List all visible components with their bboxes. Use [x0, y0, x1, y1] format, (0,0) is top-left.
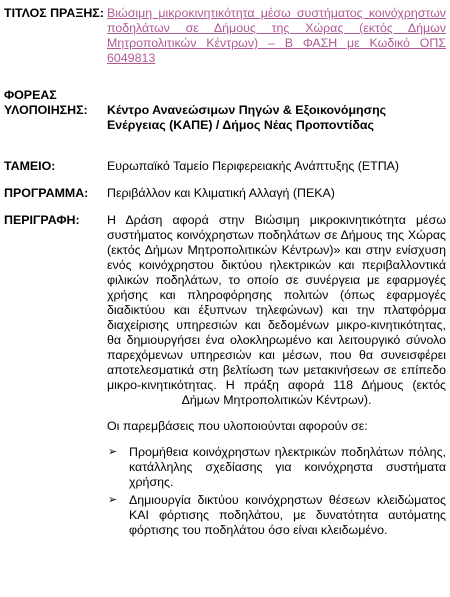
- fund-value: Ευρωπαϊκό Ταμείο Περιφερειακής Ανάπτυξης (ΕΤΠΑ): [107, 159, 400, 173]
- description-row: [4, 213, 446, 538]
- programme-row: [4, 186, 446, 201]
- title-link[interactable]: Βιώσιμη μικροκινητικότητα μέσω συστήματος κοινόχρηστων ποδηλάτων σε Δήμους της Χώρας (εκτός Δήμων Μητροπολιτικών Κέντρων) – Β ΦΑΣΗ με Κωδικό ΟΠΣ 6049813: [107, 6, 446, 65]
- list-item-text: Προμήθεια κοινόχρηστων ηλεκτρικών ποδηλάτων πόλης, κατάλληλης σχεδίασης για κοινόχρηστα συστήματα χρήσης.: [129, 445, 446, 489]
- list-item: [107, 445, 446, 490]
- agency-value: Κέντρο Ανανεώσιμων Πηγών & Εξοικονόμησης Ενέργειας (ΚΑΠΕ) / Δήμος Νέας Προποντίδας: [107, 103, 387, 132]
- agency-label-line2: ΥΛΟΠΟΙΗΣΗΣ:: [4, 103, 88, 117]
- description-intro: Οι παρεμβάσεις που υλοποιούνται αφορούν σε:: [107, 419, 368, 433]
- fund-row: [4, 159, 446, 174]
- fund-label: ΤΑΜΕΙΟ:: [4, 159, 56, 173]
- description-body: [107, 213, 446, 538]
- description-paragraph: Η Δράση αφορά στην Βιώσιμη μικροκινητικότητα μέσω συστήματος κοινόχρηστων ποδηλάτων σε Δήμους της Χώρας (εκτός Δήμων Μητροπολιτικών Κέντρων)» και στην ενίσχυση ενός κοινόχρηστου δικτύου ηλεκτρικών και περιβαλλοντικά φιλικών ποδηλάτων, το οποίο σε συνέργεια με εφαρμογές χρήσης και πληροφόρησης πολιτών (όπως εφαρμογές διαδικτύου και έξυπνων τηλεφώνων) και την πλατφόρμα διαχείρισης υπηρεσιών και δεδομένων μικρο-κινητικότητας, θα δημιουργήσει ένα ολοκληρωμένο και λειτουργικό σύνολο παρεχόμενων υπηρεσιών και μέσων, που θα συνεισφέρει αποτελεσματικά στη βελτίωση των μετακινήσεων σε επίπεδο μικρο-κινητικότητας. Η πράξη αφορά 118 Δήμους (εκτός Δήμων Μητροπολιτικών Κέντρων).: [107, 213, 446, 407]
- arrow-bullet-icon: ➢: [108, 446, 118, 458]
- agency-row: [4, 88, 446, 133]
- list-item-text: Δημιουργία δικτύου κοινόχρηστων θέσεων κλειδώματος ΚΑΙ φόρτισης ποδηλάτου, με δυνατότητα αυτόματης φόρτισης του ποδηλάτου όσο είναι κλειδωμένο.: [129, 493, 446, 537]
- agency-label-line1: ΦΟΡΕΑΣ: [4, 88, 57, 102]
- list-item: [107, 493, 446, 538]
- arrow-bullet-icon: ➢: [108, 494, 118, 506]
- description-label: ΠΕΡΙΓΡΑΦΗ:: [4, 213, 80, 227]
- title-row: [4, 6, 446, 66]
- intervention-list: [107, 445, 446, 538]
- programme-label: ΠΡΟΓΡΑΜΜΑ:: [4, 186, 89, 200]
- programme-value: Περιβάλλον και Κλιματική Αλλαγή (ΠΕΚΑ): [107, 186, 335, 200]
- title-label: ΤΙΤΛΟΣ ΠΡΑΞΗΣ:: [4, 6, 104, 20]
- agency-label: [4, 88, 107, 133]
